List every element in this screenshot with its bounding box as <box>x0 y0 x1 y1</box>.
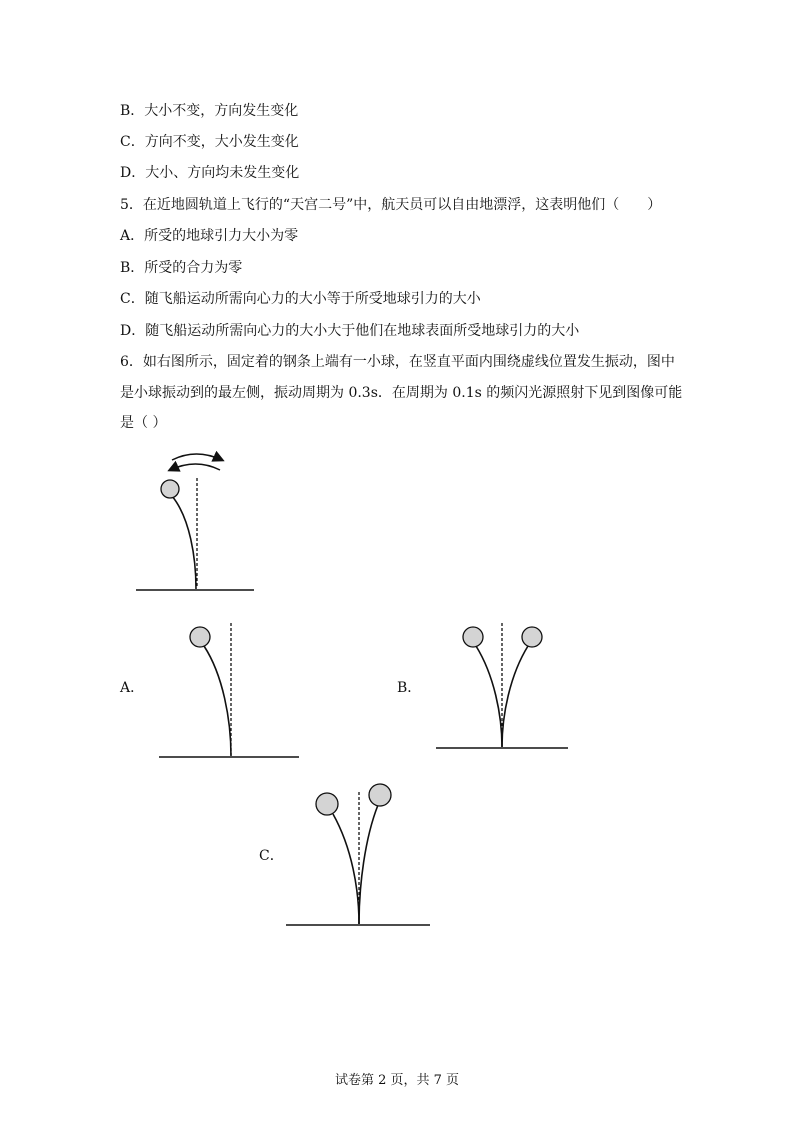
oscillation-arrow-left <box>170 464 220 470</box>
q6-main-figure <box>130 448 260 598</box>
steel-bar-left <box>476 646 502 747</box>
ball-left <box>463 627 483 647</box>
page-footer: 试卷第 2 页，共 7 页 <box>334 1073 460 1088</box>
steel-bar-right <box>359 805 378 924</box>
steel-bar-right <box>502 646 528 747</box>
q5-stem: 5．在近地圆轨道上飞行的“天宫二号”中，航天员可以自由地漂浮，这表明他们（ ） <box>120 197 662 213</box>
option-a-figure <box>155 620 305 765</box>
q5-option-b: B．所受的合力为零 <box>120 260 243 276</box>
q6-stem-line-2: 是小球振动到的最左侧，振动周期为 0.3s．在周期为 0.1s 的频闪光源照射下见到图像可能 <box>120 385 683 401</box>
steel-bar <box>172 496 196 589</box>
ball <box>190 627 210 647</box>
q4-option-b: B．大小不变，方向发生变化 <box>120 103 299 119</box>
option-a-label: A． <box>120 680 145 696</box>
option-b-label: B． <box>397 680 422 696</box>
option-c-figure <box>283 780 433 930</box>
option-c-label: C． <box>259 848 284 864</box>
q5-option-a: A．所受的地球引力大小为零 <box>120 228 299 244</box>
q6-stem-line-3: 是（ ） <box>120 415 167 431</box>
q5-option-d: D．随飞船运动所需向心力的大小大于他们在地球表面所受地球引力的大小 <box>120 323 580 339</box>
q6-stem-line-1: 6．如右图所示，固定着的钢条上端有一小球，在竖直平面内围绕虚线位置发生振动，图中 <box>120 354 675 370</box>
steel-bar <box>204 646 231 756</box>
steel-bar-left <box>333 814 359 924</box>
q5-option-c: C．随飞船运动所需向心力的大小等于所受地球引力的大小 <box>120 291 481 307</box>
oscillation-arrow-right <box>172 454 222 460</box>
ball <box>161 480 179 498</box>
q4-option-c: C．方向不变，大小发生变化 <box>120 134 299 150</box>
ball-right <box>522 627 542 647</box>
ball-left <box>316 793 338 815</box>
q4-option-d: D．大小、方向均未发生变化 <box>120 165 300 181</box>
ball-right <box>369 784 391 806</box>
option-b-figure <box>432 620 572 755</box>
